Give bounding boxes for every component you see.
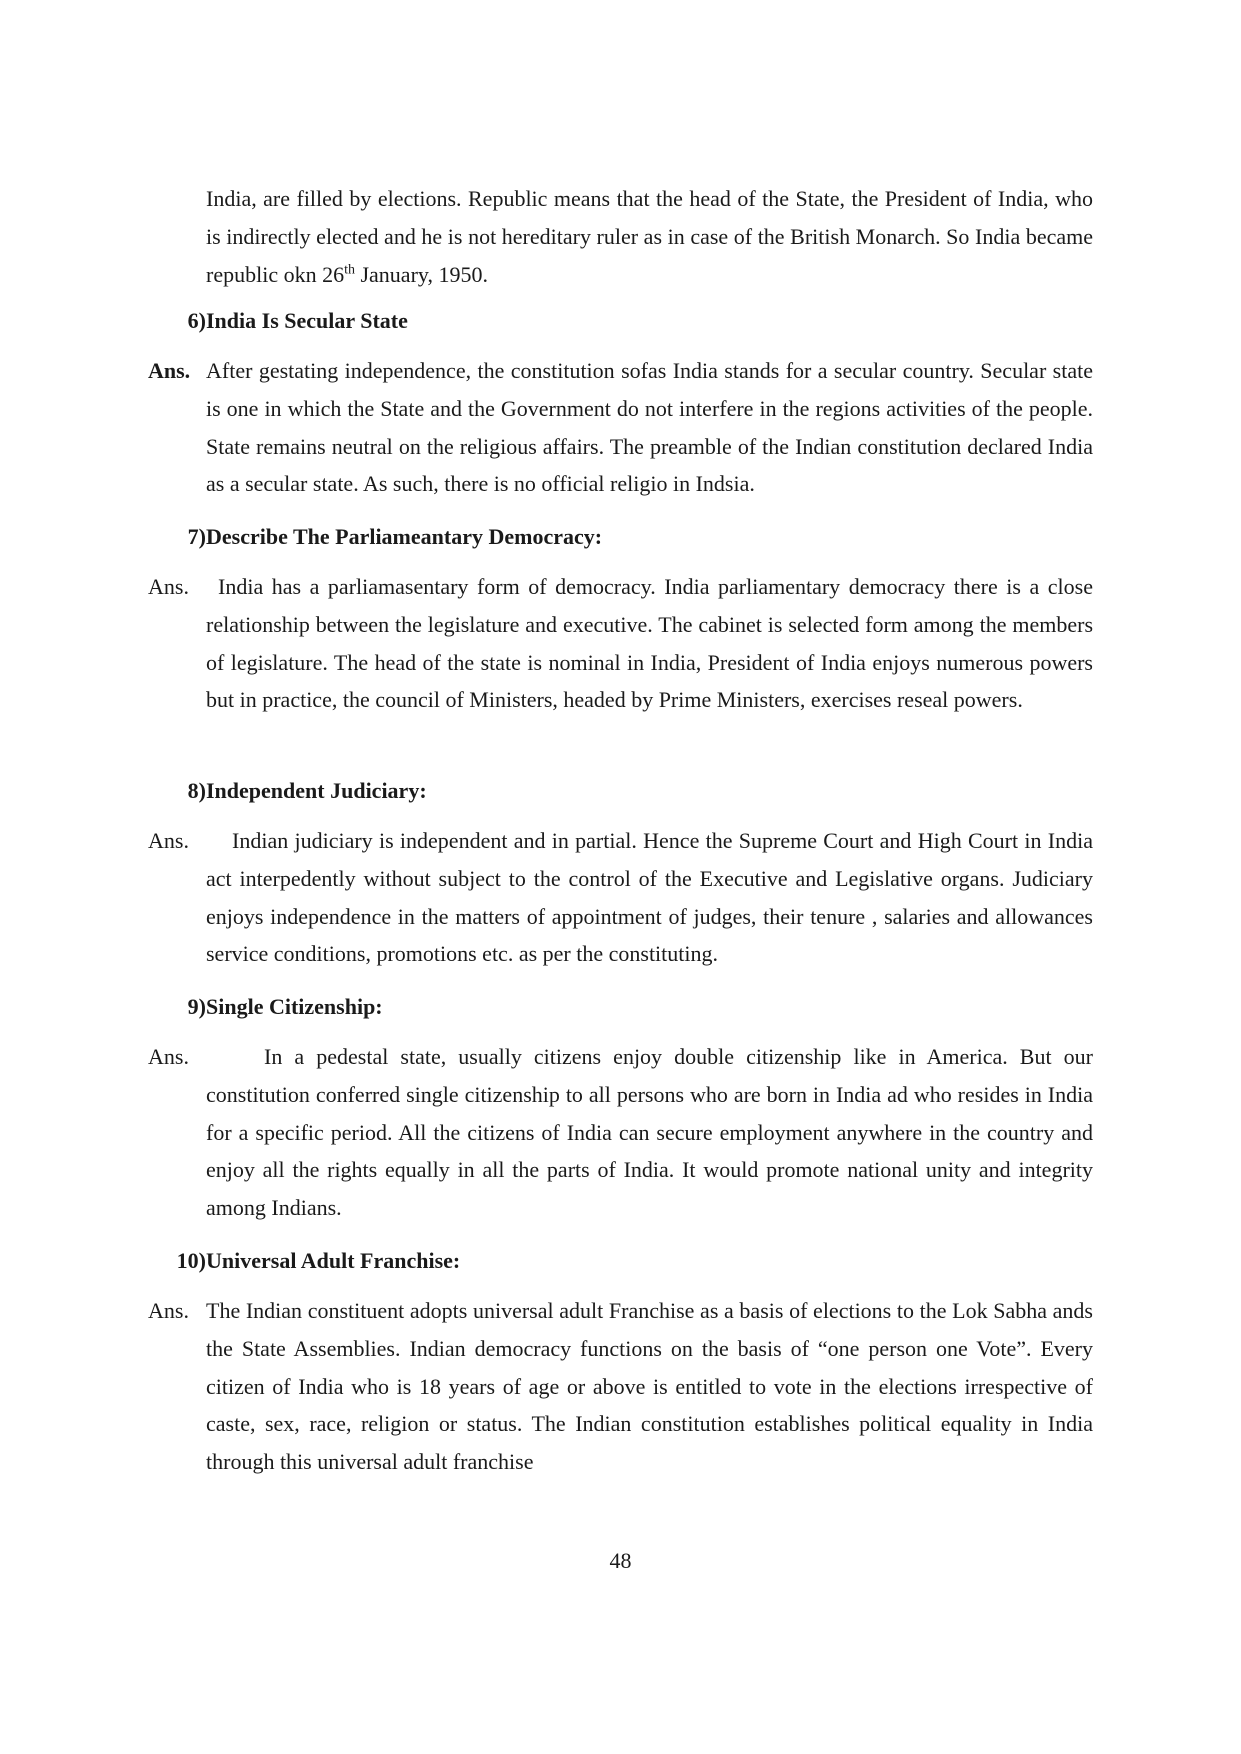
section-heading-6 [160, 306, 408, 336]
section-title: India Is Secular State [206, 308, 408, 333]
section-title: Independent Judiciary: [206, 778, 427, 803]
superscript-th: th [344, 262, 355, 278]
section-heading-10 [160, 1246, 461, 1276]
section-number: 9) [187, 994, 206, 1019]
section-title: Describe The Parliameantary Democracy: [206, 524, 603, 549]
answer-paragraph-6: After gestating independence, the constitution sofas India stands for a secular country. Secular state is one in which the State and the Government do not interfere in the regions activities of the people. State remains neutral on the religious affairs. The preamble of the Indian constitution declared India as a secular state. As such, there is no official religio in Indsia. [206, 358, 1093, 497]
section-heading-9 [160, 992, 383, 1022]
section-number: 7) [187, 524, 206, 549]
section-number: 8) [187, 778, 206, 803]
continuation-paragraph [206, 180, 1093, 293]
section-heading-8 [160, 776, 427, 806]
answer-label: Ans. [148, 828, 189, 853]
section-number: 6) [187, 308, 206, 333]
section-heading-7 [160, 522, 603, 552]
continuation-text-end: January, 1950. [354, 261, 488, 287]
section-title: Single Citizenship: [206, 994, 383, 1019]
section-number: 10) [176, 1248, 206, 1273]
answer-label: Ans. [148, 1044, 189, 1069]
section-title: Universal Adult Franchise: [206, 1248, 461, 1273]
continuation-text: India, are filled by elections. Republic means that the head of the State, the President of India, who is indirectly elected and he is not hereditary ruler as in case of the British Monarch. So India became republic okn 26 [206, 186, 1093, 287]
answer-paragraph-7: India has a parliamasentary form of democracy. India parliamentary democracy there is a close relationship between the legislature and executive. The cabinet is selected form among the members of legislature. The head of the state is nominal in India, President of India enjoys numerous powers but in practice, the council of Ministers, headed by Prime Ministers, exercises reseal powers. [206, 574, 1093, 713]
answer-label: Ans. [148, 1298, 189, 1323]
page-number: 48 [609, 1548, 632, 1573]
answer-paragraph-10: The Indian constituent adopts universal adult Franchise as a basis of elections to the Lok Sabha ands the State Assemblies. Indian democracy functions on the basis of “one person one Vote”. Every citizen of India who is 18 years of age or above is entitled to vote in the elections irrespective of caste, sex, race, religion or status. The Indian constitution establishes political equality in India through this universal adult franchise [206, 1298, 1093, 1475]
answer-label: Ans. [148, 574, 189, 599]
answer-label: Ans. [148, 358, 191, 383]
answer-paragraph-9: In a pedestal state, usually citizens enjoy double citizenship like in America. But our constitution conferred single citizenship to all persons who are born in India ad who resides in India for a specific period. All the citizens of India can secure employment anywhere in the country and enjoy all the rights equally in all the parts of India. It would promote national unity and integrity among Indians. [206, 1044, 1093, 1221]
answer-paragraph-8: Indian judiciary is independent and in partial. Hence the Supreme Court and High Court in India act interpedently without subject to the control of the Executive and Legislative organs. Judiciary enjoys independence in the matters of appointment of judges, their tenure , salaries and allowances service conditions, promotions etc. as per the constituting. [206, 828, 1093, 967]
